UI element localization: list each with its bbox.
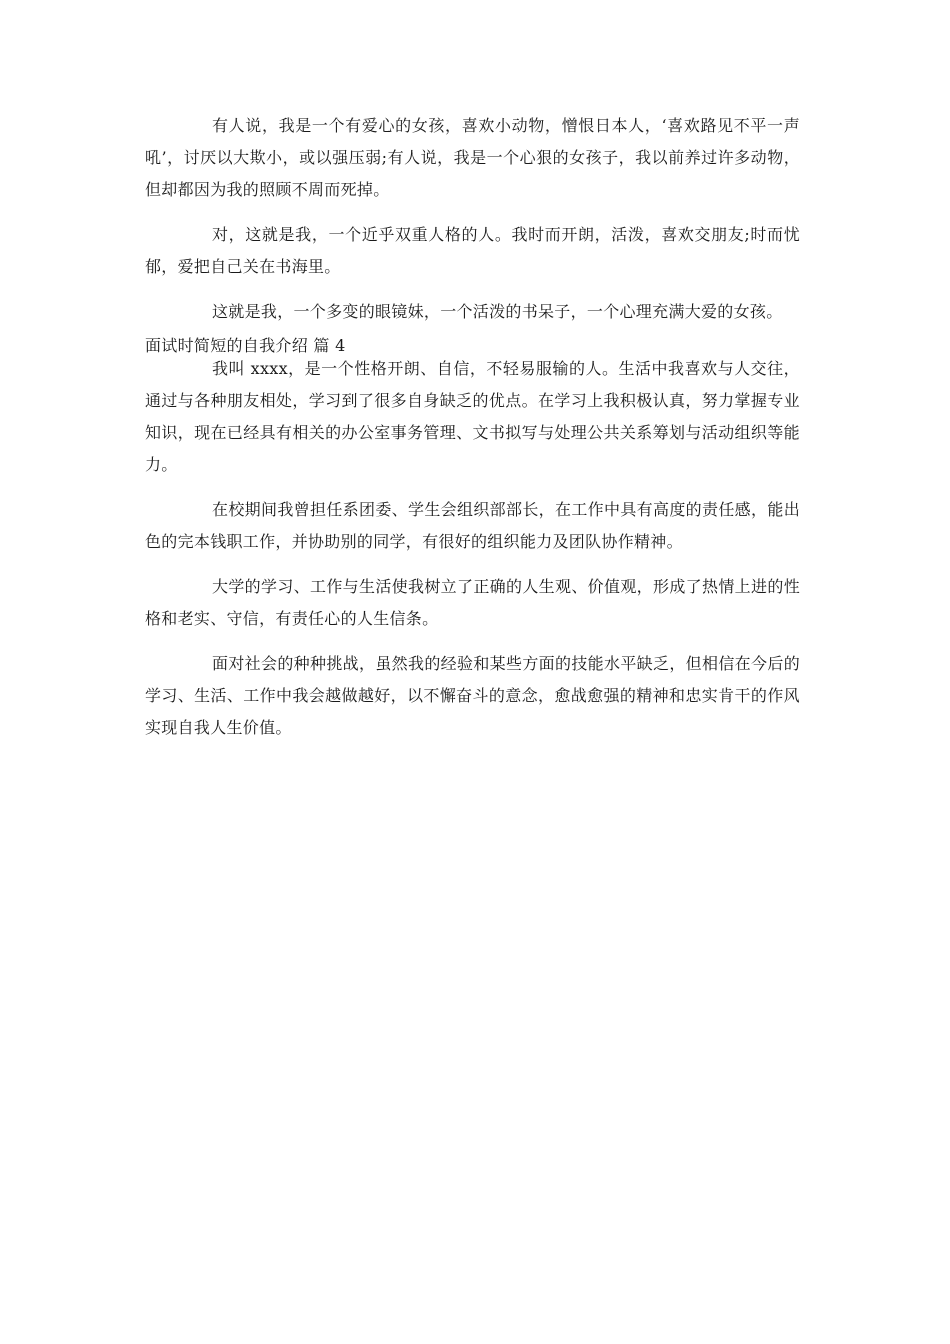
- paragraph: 我叫 xxxx，是一个性格开朗、自信，不轻易服输的人。生活中我喜欢与人交往，通过与各种朋友相处，学习到了很多自身缺乏的优点。在学习上我积极认真，努力掌握专业知识，现在已经具有相关的办公室事务管理、文书拟写与处理公共关系筹划与活动组织等能力。: [145, 359, 800, 474]
- paragraph: 这就是我，一个多变的眼镜妹，一个活泼的书呆子，一个心理充满大爱的女孩。: [212, 302, 783, 321]
- section-heading: 面试时简短的自我介绍 篇 4: [145, 336, 346, 355]
- paragraph: 大学的学习、工作与生活使我树立了正确的人生观、价值观，形成了热情上进的性格和老实、守信，有责任心的人生信条。: [145, 577, 800, 628]
- paragraph: 对，这就是我，一个近乎双重人格的人。我时而开朗，活泼，喜欢交朋友;时而忧郁，爱把自己关在书海里。: [145, 225, 800, 276]
- document-body: [145, 110, 800, 757]
- paragraph: 有人说，我是一个有爱心的女孩，喜欢小动物，憎恨日本人，‘喜欢路见不平一声吼’，讨厌以大欺小，或以强压弱;有人说，我是一个心狠的女孩子，我以前养过许多动物，但却都因为我的照顾不周而死掉。: [145, 116, 800, 199]
- paragraph: 面对社会的种种挑战，虽然我的经验和某些方面的技能水平缺乏，但相信在今后的学习、生活、工作中我会越做越好，以不懈奋斗的意念，愈战愈强的精神和忠实肯干的作风实现自我人生价值。: [145, 654, 800, 737]
- paragraph: 在校期间我曾担任系团委、学生会组织部部长，在工作中具有高度的责任感，能出色的完本钱职工作，并协助别的同学，有很好的组织能力及团队协作精神。: [145, 500, 800, 551]
